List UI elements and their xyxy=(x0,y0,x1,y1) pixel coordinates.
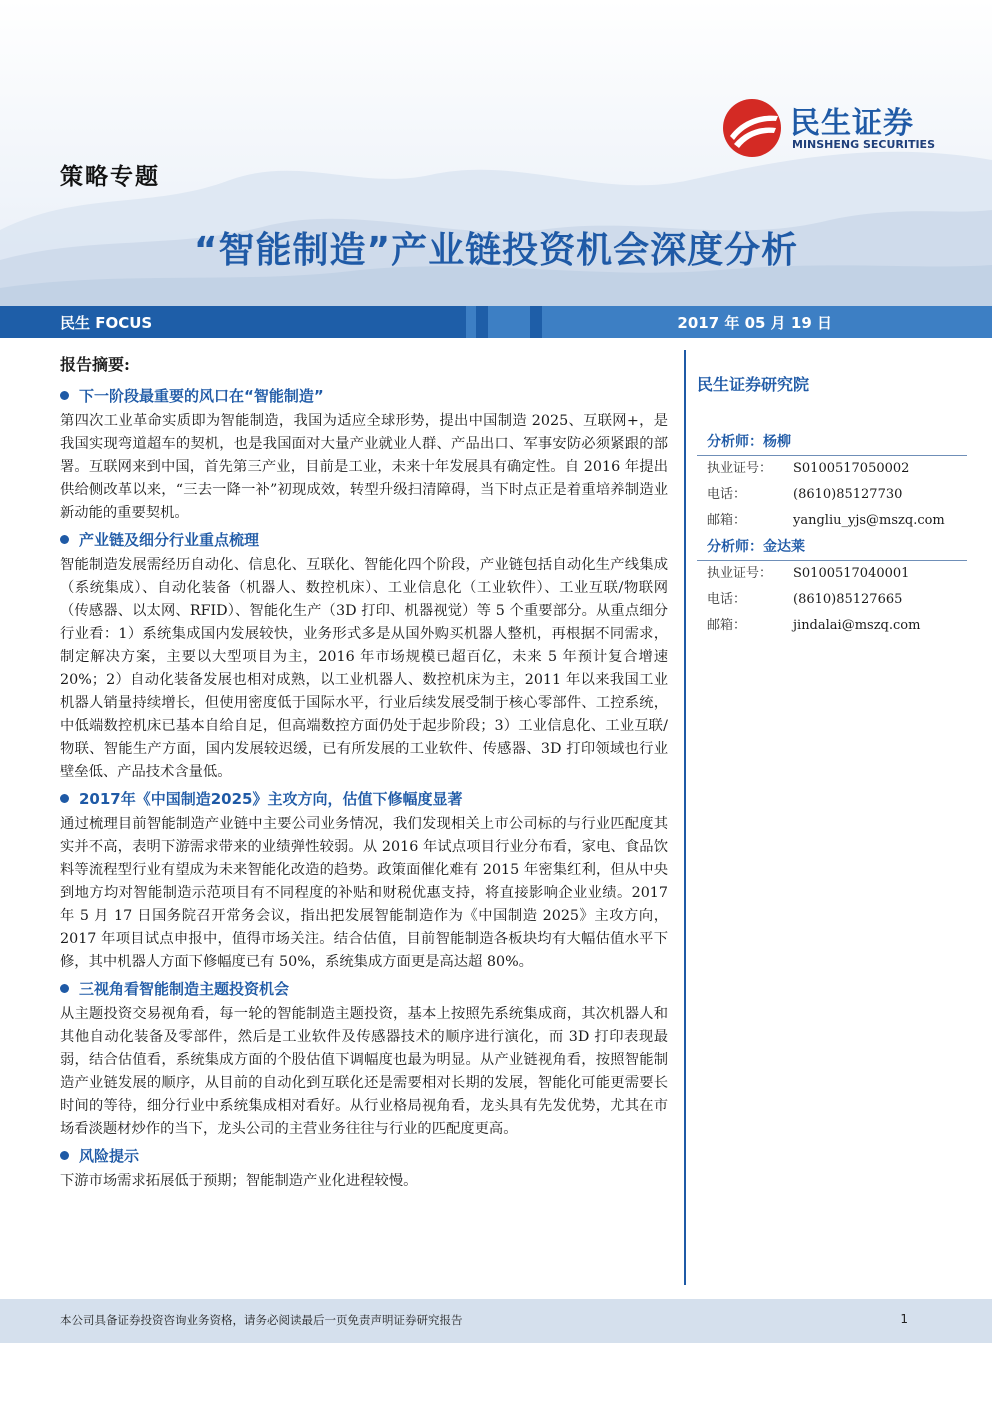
report-title: “智能制造”产业链投资机会深度分析 xyxy=(193,230,799,271)
analyst-license-row: 执业证号： S0100517050002 xyxy=(707,461,910,476)
banner-stripe xyxy=(466,306,476,338)
section-body: 通过梳理目前智能制造产业链中主要公司业务情况，我们发现相关上市公司标的与行业匹配度其实并不高，表明下游需求带来的业绩弹性较弱。从 2016 年试点项目行业分布看，家电、食品饮料等流程型行业有望成为未来智能化改造的趋势。政策面催化难有 2015 年密集红利，但从中央到地方均对智能制造示范项目有不同程度的补贴和财税优惠支持，将直接影响企业业绩。2017 年 5 月 17 日国务院召开常务会议，指出把发展智能制造作为《中国制造 2025》主攻方向，2017 年项目试点申报中，值得市场关注。结合估值，目前智能制造各板块均有大幅估值水平下修，其中机器人方面下修幅度已有 50%，系统集成方面更是高达超 80%。 xyxy=(60,816,668,970)
report-category: 策略专题 xyxy=(60,163,160,190)
bullet-icon xyxy=(60,391,69,400)
analyst-block xyxy=(697,536,967,639)
section-body: 从主题投资交易视角看，每一轮的智能制造主题投资，基本上按照先系统集成商，其次机器人和其他自动化装备及零部件，然后是工业软件及传感器技术的顺序进行演化，而 3D 打印表现最弱，结合估值看，系统集成方面的个股估值下调幅度也最为明显。从产业链视角看，按照智能制造产业链发展的顺序，从目前的自动化到互联化还是需要相对长期的发展，智能化可能更需要长时间的等待，细分行业中系统集成相对看好。从行业格局视角看，龙头具有先发优势，尤其在市场看淡题材炒作的当下，龙头公司的主营业务往往与行业的匹配度更高。 xyxy=(60,1006,668,1137)
section-body: 第四次工业革命实质即为智能制造，我国为适应全球形势，提出中国制造 2025、互联网+，是我国实现弯道超车的契机，也是我国面对大量产业就业人群、产品出口、军事安防必须紧跟的部署。互联网来到中国，首先第三产业，目前是工业，未来十年发展具有确定性。自 2016 年提出供给侧改革以来，“三去一降一补”初现成效，转型升级扫清障碍，当下时点正是着重培养制造业新动能的重要契机。 xyxy=(60,413,668,521)
analyst-license-row: 执业证号： S0100517040001 xyxy=(707,566,910,581)
logo-mark-icon xyxy=(722,98,782,158)
section-body: 下游市场需求拓展低于预期；智能制造产业化进程较慢。 xyxy=(60,1173,418,1189)
section-heading: 下一阶段最重要的风口在“智能制造” xyxy=(60,385,668,406)
page-number: 1 xyxy=(900,1312,908,1326)
summary-content xyxy=(60,352,668,1197)
company-logo xyxy=(722,96,962,156)
logo-name-en: MINSHENG SECURITIES xyxy=(792,138,935,151)
research-institute: 民生证券研究院 xyxy=(697,375,810,394)
analyst-title: 分析师：杨柳 xyxy=(697,431,967,456)
section-heading: 2017年《中国制造2025》主攻方向，估值下修幅度显著 xyxy=(60,788,668,809)
summary-label: 报告摘要: xyxy=(60,355,130,374)
analyst-email-row: 邮箱： jindalai@mszq.com xyxy=(697,613,967,639)
column-divider xyxy=(684,350,686,1285)
analyst-email-link[interactable]: yangliu_yjs@mszq.com xyxy=(793,513,945,528)
bullet-icon xyxy=(60,1151,69,1160)
report-date: 2017 年 05 月 19 日 xyxy=(677,314,832,332)
analyst-title: 分析师：金达莱 xyxy=(697,536,967,561)
bullet-icon xyxy=(60,535,69,544)
section-heading: 风险提示 xyxy=(60,1145,668,1166)
header-banner xyxy=(0,306,992,338)
bullet-icon xyxy=(60,794,69,803)
analyst-phone-row: 电话： (8610)85127730 xyxy=(707,487,903,502)
analyst-block xyxy=(697,431,967,534)
banner-stripe xyxy=(488,306,530,338)
section-body: 智能制造发展需经历自动化、信息化、互联化、智能化四个阶段，产业链包括自动化生产线集成（系统集成）、自动化装备（机器人、数控机床）、工业信息化（工业软件）、工业互联/物联网（传感器、以太网、RFID）、智能化生产（3D 打印、机器视觉）等 5 个重要部分。从重点细分行业看：1）系统集成国内发展较快，业务形式多是从国外购买机器人整机，再根据不同需求，制定解决方案，主要以大型项目为主，2016 年市场规模已超百亿，未来 5 年预计复合增速 20%；2）自动化装备发展也相对成熟，以工业机器人、数控机床为主，2011 年以来我国工业机器人销量持续增长，但使用密度低于国际水平，行业后续发展受制于核心零部件、工控系统，中低端数控机床已基本自给自足，但高端数控方面仍处于起步阶段；3）工业信息化、工业互联/物联、智能生产方面，国内发展较迟缓，已有所发展的工业软件、传感器、3D 打印领域也行业壁垒低、产品技术含量低。 xyxy=(60,557,668,780)
banner-series-label: 民生 FOCUS xyxy=(60,314,153,332)
bullet-icon xyxy=(60,984,69,993)
footer-disclaimer: 本公司具备证券投资咨询业务资格，请务必阅读最后一页免责声明证券研究报告 xyxy=(60,1313,463,1327)
section-heading: 产业链及细分行业重点梳理 xyxy=(60,529,668,550)
analyst-email-link[interactable]: jindalai@mszq.com xyxy=(793,618,921,633)
analyst-phone-row: 电话： (8610)85127665 xyxy=(707,592,903,607)
page-footer xyxy=(0,1299,992,1343)
analyst-sidebar xyxy=(697,372,967,639)
logo-name-cn: 民生证券 xyxy=(790,106,914,141)
analyst-email-row: 邮箱： yangliu_yjs@mszq.com xyxy=(697,508,967,534)
section-heading: 三视角看智能制造主题投资机会 xyxy=(60,978,668,999)
